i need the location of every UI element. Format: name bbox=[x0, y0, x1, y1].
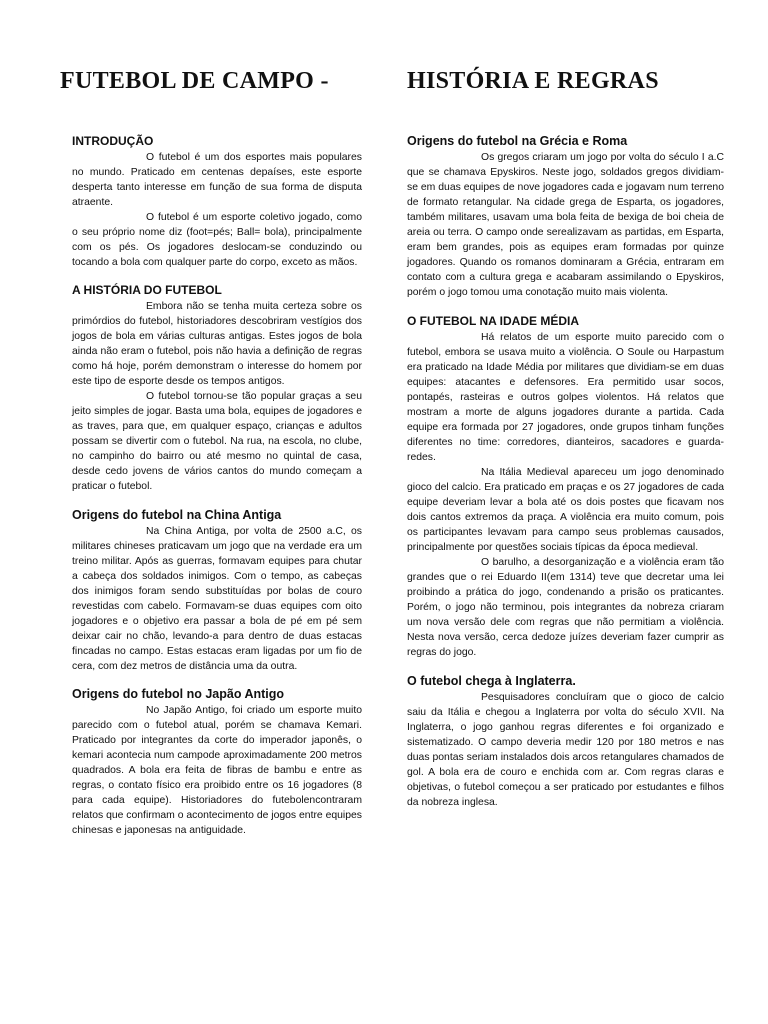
section-heading: Origens do futebol na China Antiga bbox=[72, 508, 282, 522]
paragraph: O futebol tornou-se tão popular graças a seu jeito simples de jogar. Basta uma bola, equipes de jogadores e as traves, para que, em qualquer espaço, crianças e adultos possam se divertir com o futebol. Na rua, na escola, no clube, no campinho do bairro ou até mesmo no quintal de casa, desde cedo jovens de vários cantos do mundo começam a praticar o futebol. bbox=[72, 391, 362, 492]
paragraph: O futebol é um esporte coletivo jogado, como o seu próprio nome diz (foot=pés; Ball= bola), principalmente com os pés. Os jogadores deslocam-se conduzindo ou tocando a bola com qualquer parte do corpo, exceto as mãos. bbox=[72, 212, 362, 268]
paragraph: Os gregos criaram um jogo por volta do século I a.C que se chamava Epyskiros. Neste jogo, soldados gregos dividiam-se em duas equipes de nove jogadores cada e jogavam num terreno de formato retangular. Na cidade grega de Esparta, os jogadores, também militares, usavam uma bola feita de bexiga de boi cheia de areia ou terra. O campo onde serealizavam as partidas, em Esparta, eram bem grandes, pois as equipes eram formadas por quinze jogadores. Quando os romanos dominaram a Grécia, entraram em contato com a cultura grega e acabaram assimilando o Epyskiros, porém o jogo tomou uma conotação muito mais violenta. bbox=[407, 152, 724, 298]
section-idade-media bbox=[407, 314, 724, 660]
paragraph: Há relatos de um esporte muito parecido com o futebol, embora se usava muito a violência. O Soule ou Harpastum era praticado na Idade Média por militares que dividiam-se em duas equipes: atacantes e defensores. Era permitido usar socos, pontapés, rasteiras e outros golpes violentos. Há relatos que mostram a morte de alguns jogadores durante a partida. Cada equipe era formada por 27 jogadores, onde grupos tinham funções diferentes no time: corredores, dianteiros, sacadores e guarda-redes. bbox=[407, 332, 724, 463]
section-heading: INTRODUÇÃO bbox=[72, 134, 154, 148]
section-introducao bbox=[72, 134, 362, 270]
section-heading: A HISTÓRIA DO FUTEBOL bbox=[72, 283, 222, 297]
paragraph: O futebol é um dos esportes mais populares no mundo. Praticado em centenas depaíses, este esporte desperta tanto interesse em função de sua forma de disputa atraente. bbox=[72, 152, 362, 208]
paragraph: Embora não se tenha muita certeza sobre os primórdios do futebol, historiadores descobriram vestígios dos jogos de bola em várias culturas antigas. Estes jogos de bola ainda não eram o futebol, pois não havia a definição de regras como há hoje, porém demonstram o interesse do homem por este tipo de esporte desde os tempos antigos. bbox=[72, 301, 362, 387]
section-heading: O futebol chega à Inglaterra. bbox=[407, 674, 576, 688]
paragraph: No Japão Antigo, foi criado um esporte muito parecido com o futebol atual, porém se chamava Kemari. Praticado por integrantes da corte do imperador japonês, o kemari acontecia num campode aproximadamente 200 metros quadrados. A bola era feita de fibras de bambu e entre as regras, o contato físico era proibido entre os 16 jogadores (8 para cada equipe). Historiadores do futebolencontraram relatos que confirmam o acontecimento de jogos entre equipes chinesas e japonesas na antiguidade. bbox=[72, 705, 362, 836]
section-inglaterra bbox=[407, 674, 724, 810]
section-heading: Origens do futebol na Grécia e Roma bbox=[407, 134, 628, 148]
section-china bbox=[72, 508, 362, 674]
section-heading: Origens do futebol no Japão Antigo bbox=[72, 687, 285, 701]
right-column bbox=[407, 134, 724, 810]
left-column bbox=[72, 134, 362, 838]
paragraph: Na China Antiga, por volta de 2500 a.C, os militares chineses praticavam um jogo que na verdade era um treino militar. Após as guerras, formavam equipes para chutar a cabeça dos soldados inimigos. Com o tempo, as cabeças dos inimigos foram sendo substituídas por bolas de couro revestidas com cabelo. Formavam-se duas equipes com oito jogadores e o objetivo era passar a bola de pé em pé sem deixar cair no chão, levando-a para dentro de duas estacas fincadas no campo. Estas estacas eram ligadas por um fio de cera, com dez metros de distância uma da outra. bbox=[72, 526, 362, 672]
paragraph: O barulho, a desorganização e a violência eram tão grandes que o rei Eduardo II(em 1314) teve que decretar uma lei proibindo a prática do jogo, condenando a prisão os praticantes. Porém, o jogo não terminou, pois integrantes da nobreza criaram um nova versão dele com regras que não permitiam a violência. Nesta nova versão, cerca dedoze juízes deveriam fazer cumprir as regras do jogo. bbox=[407, 557, 724, 658]
paragraph: Na Itália Medieval apareceu um jogo denominado gioco del calcio. Era praticado em praças e os 27 jogadores de cada equipe deveriam levar a bola até os dois postes que ficavam nos dois cantos extremos da praça. A violência era muito comum, pois os participantes levavam para campo seus problemas causados, principalmente por questões sociais típicas da época medieval. bbox=[407, 467, 724, 553]
section-heading: O FUTEBOL NA IDADE MÉDIA bbox=[407, 314, 580, 328]
section-japao bbox=[72, 687, 362, 838]
title-right: HISTÓRIA E REGRAS bbox=[407, 68, 659, 94]
paragraph: Pesquisadores concluíram que o gioco de calcio saiu da Itália e chegou a Inglaterra por volta do século XVII. Na Inglaterra, o jogo ganhou regras diferentes e foi organizado e sistematizado. O campo deveria medir 120 por 180 metros e nas duas pontas seriam instalados dois arcos retangulares chamados de gol. A bola era de couro e enchida com ar. Com regras claras e objetivas, o futebol começou a ser praticado por estudantes e filhos da nobreza inglesa. bbox=[407, 692, 724, 808]
section-grecia-roma bbox=[407, 134, 724, 300]
section-historia bbox=[72, 283, 362, 494]
title-left: FUTEBOL DE CAMPO - bbox=[60, 68, 329, 94]
